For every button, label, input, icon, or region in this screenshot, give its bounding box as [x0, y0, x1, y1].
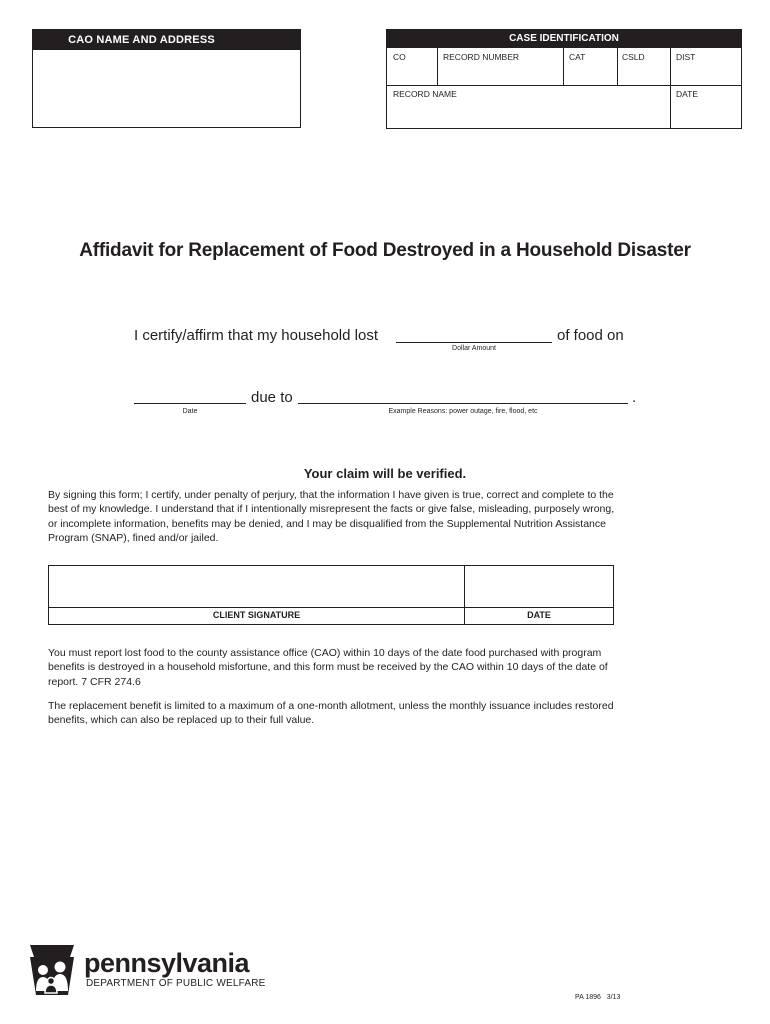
penalty-paragraph: By signing this form; I certify, under penalty of perjury, that the information I have given is true, correct and complete to the best of my knowledge. I understand that if I intentionally misrepresent the facts or give false, misleading, purposely wrong, or incomplete information, benefits may be denied, and I may be disqualified from the Supplemental Nutrition Assistance Program (SNAP), fined and/or jailed.	[48, 489, 615, 544]
page-title: Affidavit for Replacement of Food Destroyed in a Household Disaster	[79, 240, 691, 261]
signature-box	[48, 565, 614, 625]
signature-date-label: DATE	[527, 610, 551, 620]
reason-hint: Example Reasons: power outage, fire, flood, etc	[388, 408, 538, 415]
case-identification-grid	[386, 48, 742, 129]
case-date-field[interactable]: DATE	[676, 89, 699, 99]
certify-prefix: I certify/affirm that my household lost	[134, 327, 378, 344]
cat-field[interactable]: CAT	[569, 52, 586, 62]
reason-input[interactable]	[298, 403, 628, 404]
cao-name-address-box	[32, 29, 301, 128]
record-name-field[interactable]: RECORD NAME	[393, 89, 457, 99]
client-signature-label: CLIENT SIGNATURE	[212, 610, 301, 620]
verified-heading: Your claim will be verified.	[303, 466, 467, 481]
cao-header: CAO NAME AND ADDRESS	[33, 30, 300, 50]
department-name: DEPARTMENT OF PUBLIC WELFARE	[86, 978, 266, 989]
record-number-field[interactable]: RECORD NUMBER	[443, 52, 520, 62]
report-paragraph: You must report lost food to the county assistance office (CAO) within 10 days of the date food purchased with program benefits is destroyed in a household misfortune, and this form must be received by the CAO within 10 days of the date of report. 7 CFR 274.6	[48, 647, 608, 688]
dollar-amount-hint: Dollar Amount	[452, 345, 496, 352]
state-logo-text: pennsylvania	[84, 948, 250, 978]
replacement-paragraph: The replacement benefit is limited to a maximum of a one-month allotment, unless the monthly issuance includes restored benefits, which can also be replaced up to their full value.	[48, 700, 614, 727]
signature-date-input[interactable]	[465, 566, 613, 607]
client-signature-input[interactable]	[49, 566, 464, 607]
case-identification-header: CASE IDENTIFICATION	[386, 29, 742, 48]
co-field[interactable]: CO	[393, 52, 406, 62]
period: .	[632, 389, 637, 406]
due-to-label: due to	[251, 389, 293, 406]
dist-field[interactable]: DIST	[676, 52, 696, 62]
dollar-amount-input[interactable]	[396, 342, 552, 343]
pennsylvania-keystone-icon	[26, 943, 78, 997]
csld-field[interactable]: CSLD	[622, 52, 645, 62]
date-input[interactable]	[134, 403, 246, 404]
form-number: PA 1896 3/13	[575, 994, 621, 1001]
certify-suffix: of food on	[557, 327, 624, 344]
date-hint: Date	[182, 408, 198, 415]
